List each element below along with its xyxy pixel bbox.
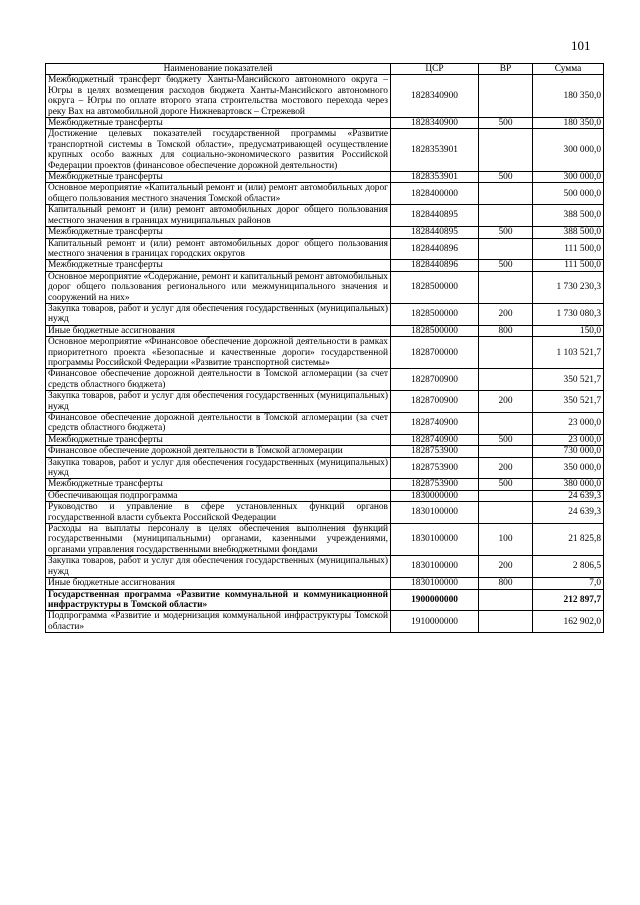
row-name: Межбюджетные трансферты [46, 172, 391, 183]
row-name: Межбюджетные трансферты [46, 227, 391, 238]
row-vr [479, 589, 533, 611]
table-row [46, 490, 604, 501]
row-csr: 1828440895 [391, 227, 479, 238]
row-csr: 1828440896 [391, 238, 479, 260]
table-header-row [46, 64, 604, 75]
row-csr: 1828353901 [391, 129, 479, 172]
row-sum: 500 000,0 [533, 183, 604, 205]
row-sum: 1 730 230,3 [533, 271, 604, 303]
row-sum: 350 000,0 [533, 457, 604, 479]
table-row [46, 325, 604, 336]
row-name: Финансовое обеспечение дорожной деятельности в Томской агломерации [46, 446, 391, 457]
row-sum: 350 521,7 [533, 369, 604, 391]
row-vr: 200 [479, 556, 533, 578]
header-vr: ВР [479, 64, 533, 75]
row-vr [479, 205, 533, 227]
row-csr: 1828700900 [391, 391, 479, 413]
row-vr [479, 238, 533, 260]
row-csr: 1900000000 [391, 589, 479, 611]
row-vr: 200 [479, 457, 533, 479]
row-name: Межбюджетные трансферты [46, 260, 391, 271]
row-sum: 180 350,0 [533, 75, 604, 118]
row-sum: 23 000,0 [533, 434, 604, 445]
row-sum: 23 000,0 [533, 413, 604, 435]
row-name: Достижение целевых показателей государственной программы «Развитие транспортной системы в Томской области», предусматривающей осуществление крупных особо важных для социально-экономического развития Российской Федерации проектов (финансовое обеспечение дорожной деятельности) [46, 129, 391, 172]
row-name: Иные бюджетные ассигнования [46, 325, 391, 336]
row-name: Руководство и управление в сфере установленных функций органов государственной власти субъекта Российской Федерации [46, 502, 391, 524]
row-vr: 100 [479, 524, 533, 556]
row-csr: 1828700000 [391, 337, 479, 369]
row-csr: 1828400000 [391, 183, 479, 205]
row-vr [479, 75, 533, 118]
table-row [46, 337, 604, 369]
row-sum: 730 000,0 [533, 446, 604, 457]
row-vr: 500 [479, 227, 533, 238]
row-csr: 1828353901 [391, 172, 479, 183]
row-vr [479, 490, 533, 501]
row-vr: 800 [479, 325, 533, 336]
table-row [46, 457, 604, 479]
row-csr: 1828753900 [391, 457, 479, 479]
row-name: Основное мероприятие «Капитальный ремонт и (или) ремонт автомобильных дорог общего пользования местного значения Томской области» [46, 183, 391, 205]
row-name: Закупка товаров, работ и услуг для обеспечения государственных (муниципальных) нужд [46, 457, 391, 479]
row-csr: 1828753900 [391, 479, 479, 490]
row-sum: 300 000,0 [533, 129, 604, 172]
table-row [46, 238, 604, 260]
row-name: Межбюджетные трансферты [46, 434, 391, 445]
table-row [46, 271, 604, 303]
budget-table [45, 63, 604, 633]
row-csr: 1830100000 [391, 556, 479, 578]
row-sum: 24 639,3 [533, 502, 604, 524]
row-sum: 350 521,7 [533, 391, 604, 413]
row-name: Межбюджетный трансферт бюджету Ханты-Мансийского автономного округа – Югры в целях возмещения расходов бюджета Ханты-Мансийского автономного округа – Югры по оплате второго этапа строительства мостового перехода через реку Вах на автомобильной дороге Нижневартовск – Стрежевой [46, 75, 391, 118]
row-csr: 1828740900 [391, 434, 479, 445]
row-vr [479, 446, 533, 457]
table-row [46, 183, 604, 205]
row-vr [479, 502, 533, 524]
table-row [46, 118, 604, 129]
row-vr: 200 [479, 391, 533, 413]
row-vr [479, 369, 533, 391]
table-row [46, 260, 604, 271]
table-row [46, 227, 604, 238]
row-sum: 1 103 521,7 [533, 337, 604, 369]
table-row [46, 434, 604, 445]
row-vr: 500 [479, 118, 533, 129]
header-name: Наименование показателей [46, 64, 391, 75]
table-row [46, 479, 604, 490]
table-row [46, 75, 604, 118]
table-row [46, 611, 604, 633]
header-sum: Сумма [533, 64, 604, 75]
row-sum: 111 500,0 [533, 260, 604, 271]
row-sum: 150,0 [533, 325, 604, 336]
row-csr: 1828340900 [391, 75, 479, 118]
table-row [46, 303, 604, 325]
table-row [46, 413, 604, 435]
table-row [46, 172, 604, 183]
row-name: Основное мероприятие «Финансовое обеспечение дорожной деятельности в рамках приоритетного проекта «Безопасные и качественные дороги» государственной программы Российской Федерации «Развитие транспортной системы» [46, 337, 391, 369]
row-name: Финансовое обеспечение дорожной деятельности в Томской агломерации (за счет средств областного бюджета) [46, 369, 391, 391]
table-row [46, 446, 604, 457]
row-name: Капитальный ремонт и (или) ремонт автомобильных дорог общего пользования местного значения в границах городских округов [46, 238, 391, 260]
row-name: Межбюджетные трансферты [46, 118, 391, 129]
row-vr: 500 [479, 434, 533, 445]
row-name: Закупка товаров, работ и услуг для обеспечения государственных (муниципальных) нужд [46, 303, 391, 325]
row-vr: 800 [479, 578, 533, 589]
table-row [46, 556, 604, 578]
table-row [46, 391, 604, 413]
row-name: Закупка товаров, работ и услуг для обеспечения государственных (муниципальных) нужд [46, 391, 391, 413]
table-row [46, 205, 604, 227]
row-sum: 2 806,5 [533, 556, 604, 578]
row-csr: 1910000000 [391, 611, 479, 633]
row-vr: 200 [479, 303, 533, 325]
row-sum: 380 000,0 [533, 479, 604, 490]
row-name: Государственная программа «Развитие коммунальной и коммуникационной инфраструктуры в Томской области» [46, 589, 391, 611]
row-name: Обеспечивающая подпрограмма [46, 490, 391, 501]
row-sum: 180 350,0 [533, 118, 604, 129]
row-sum: 111 500,0 [533, 238, 604, 260]
table-row [46, 502, 604, 524]
row-csr: 1828500000 [391, 325, 479, 336]
row-csr: 1828740900 [391, 413, 479, 435]
row-vr [479, 129, 533, 172]
row-csr: 1828753900 [391, 446, 479, 457]
row-sum: 388 500,0 [533, 227, 604, 238]
row-csr: 1828340900 [391, 118, 479, 129]
row-sum: 7,0 [533, 578, 604, 589]
row-vr: 500 [479, 479, 533, 490]
row-csr: 1828440896 [391, 260, 479, 271]
row-name: Закупка товаров, работ и услуг для обеспечения государственных (муниципальных) нужд [46, 556, 391, 578]
table-row [46, 129, 604, 172]
table-row-program [46, 589, 604, 611]
table-row [46, 578, 604, 589]
row-name: Финансовое обеспечение дорожной деятельности в Томской агломерации (за счет средств областного бюджета) [46, 413, 391, 435]
row-name: Капитальный ремонт и (или) ремонт автомобильных дорог общего пользования местного значения в границах муниципальных районов [46, 205, 391, 227]
row-name: Иные бюджетные ассигнования [46, 578, 391, 589]
row-csr: 1828500000 [391, 271, 479, 303]
row-csr: 1830100000 [391, 578, 479, 589]
row-vr [479, 183, 533, 205]
row-csr: 1830000000 [391, 490, 479, 501]
row-sum: 300 000,0 [533, 172, 604, 183]
row-sum: 162 902,0 [533, 611, 604, 633]
row-sum: 24 639,3 [533, 490, 604, 501]
page-number: 101 [571, 38, 591, 53]
table-row [46, 524, 604, 556]
row-vr [479, 271, 533, 303]
row-csr: 1828500000 [391, 303, 479, 325]
row-name: Расходы на выплаты персоналу в целях обеспечения выполнения функций государственными (муниципальными) органами, казенными учреждениями, органами управления государственными внебюджетными фондами [46, 524, 391, 556]
row-csr: 1830100000 [391, 502, 479, 524]
row-sum: 212 897,7 [533, 589, 604, 611]
row-vr [479, 413, 533, 435]
row-vr: 500 [479, 260, 533, 271]
table-row [46, 369, 604, 391]
row-sum: 388 500,0 [533, 205, 604, 227]
row-name: Межбюджетные трансферты [46, 479, 391, 490]
row-vr: 500 [479, 172, 533, 183]
header-csr: ЦСР [391, 64, 479, 75]
row-csr: 1828700900 [391, 369, 479, 391]
row-vr [479, 337, 533, 369]
row-vr [479, 611, 533, 633]
row-name: Подпрограмма «Развитие и модернизация коммунальной инфраструктуры Томской области» [46, 611, 391, 633]
row-name: Основное мероприятие «Содержание, ремонт и капитальный ремонт автомобильных дорог общего пользования регионального или межмуниципального значения и сооружений на них» [46, 271, 391, 303]
row-sum: 1 730 080,3 [533, 303, 604, 325]
row-csr: 1830100000 [391, 524, 479, 556]
row-csr: 1828440895 [391, 205, 479, 227]
row-sum: 21 825,8 [533, 524, 604, 556]
